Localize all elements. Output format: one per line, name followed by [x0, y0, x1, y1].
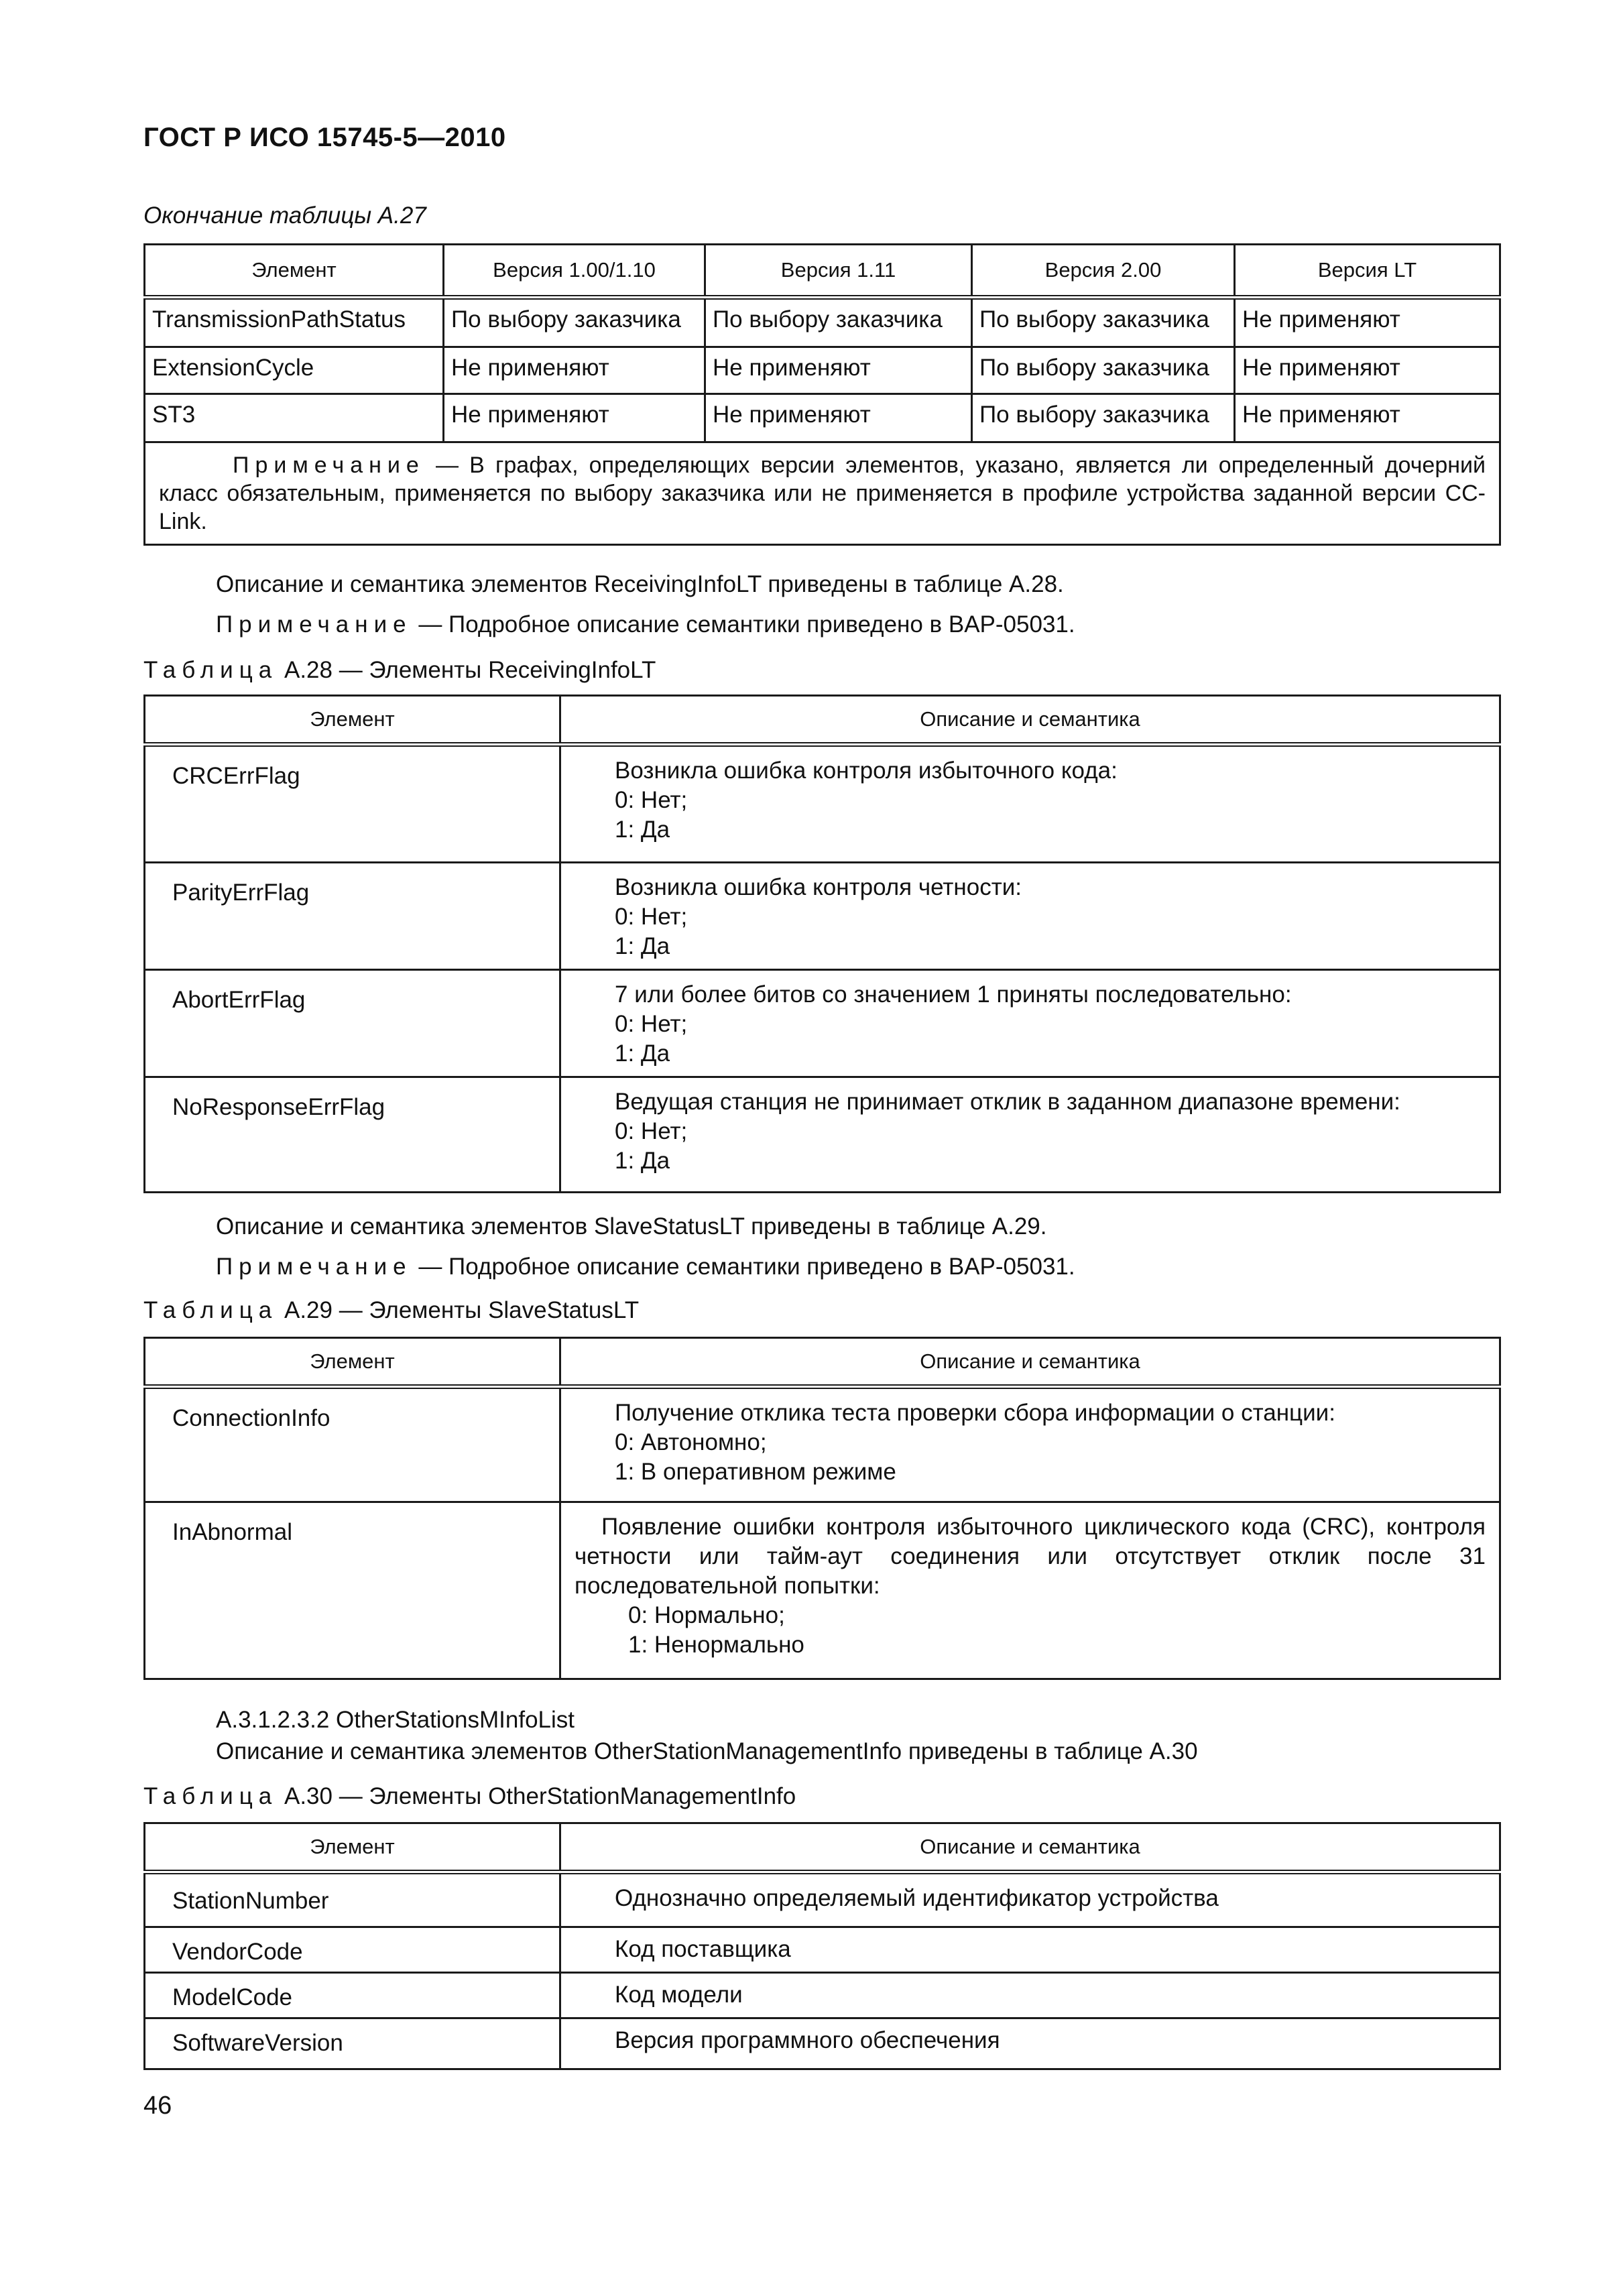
- note-label: Примечание: [233, 452, 425, 478]
- table-a29-caption: [143, 1297, 639, 1324]
- table-row: [145, 863, 1500, 970]
- caption-label: Таблица: [143, 1783, 278, 1809]
- table-cell: По выбору заказчика: [972, 298, 1235, 347]
- table-row: [145, 1502, 1500, 1679]
- table-row: [145, 1387, 1500, 1502]
- element-description: [560, 970, 1500, 1077]
- table-header-row: [145, 1823, 1500, 1872]
- table-cell: Не применяют: [705, 394, 972, 442]
- table-header-row: [145, 696, 1500, 745]
- column-header: Элемент: [145, 696, 560, 745]
- description-line: 1: Ненормально: [628, 1632, 804, 1658]
- document-header: ГОСТ Р ИСО 15745-5—2010: [143, 123, 506, 152]
- caption-label: Таблица: [143, 657, 278, 683]
- description-line: Возникла ошибка контроля четности:: [615, 874, 1022, 900]
- table-a27-caption: Окончание таблицы А.27: [143, 202, 426, 229]
- element-name: NoResponseErrFlag: [145, 1077, 560, 1193]
- description-line: 1: Да: [615, 1148, 670, 1174]
- table-a28: [143, 694, 1501, 1193]
- description-line: Версия программного обеспечения: [615, 2027, 1000, 2053]
- element-description: [560, 745, 1500, 863]
- table-cell: TransmissionPathStatus: [145, 298, 444, 347]
- table-a28-caption: [143, 657, 656, 684]
- description-text: Появление ошибки контроля избыточного циклического кода (CRC), контроля четности или тайм-аут соединения или отсутствует отклик после 31 последовательной попытки:: [575, 1514, 1486, 1599]
- element-name: ParityErrFlag: [145, 863, 560, 970]
- description-line: 7 или более битов со значением 1 приняты последовательно:: [615, 981, 1292, 1008]
- note-paragraph: [216, 1254, 1075, 1280]
- description-line: 0: Нет;: [615, 904, 688, 930]
- element-description: [560, 1872, 1500, 1927]
- column-header: Описание и семантика: [560, 1823, 1500, 1872]
- description-line: Возникла ошибка контроля избыточного кода:: [615, 758, 1118, 784]
- table-cell: По выбору заказчика: [972, 394, 1235, 442]
- element-description: [560, 1502, 1500, 1679]
- table-cell: По выбору заказчика: [705, 298, 972, 347]
- caption-label: Таблица: [143, 1297, 278, 1323]
- table-row: [145, 1927, 1500, 1973]
- table-cell: Не применяют: [444, 394, 705, 442]
- table-cell: Не применяют: [1235, 298, 1500, 347]
- description-line: 0: Нет;: [615, 1118, 688, 1144]
- note-paragraph: [216, 611, 1075, 638]
- column-header: Элемент: [145, 1823, 560, 1872]
- table-row: [145, 1077, 1500, 1193]
- caption-text: А.29 — Элементы SlaveStatusLT: [284, 1297, 640, 1323]
- description-line: Код поставщика: [615, 1936, 791, 1962]
- element-name: VendorCode: [145, 1927, 560, 1973]
- description-line: 0: Нет;: [615, 1011, 688, 1037]
- table-header-row: [145, 245, 1500, 298]
- page-number: 46: [143, 2092, 172, 2120]
- description-line: Ведущая станция не принимает отклик в заданном диапазоне времени:: [615, 1089, 1400, 1115]
- description-line: 1: В оперативном режиме: [615, 1459, 896, 1485]
- note-label: Примечание: [216, 1254, 412, 1280]
- table-row: [145, 347, 1500, 394]
- table-row: [145, 394, 1500, 442]
- table-cell: Не применяют: [705, 347, 972, 394]
- table-row: [145, 970, 1500, 1077]
- table-row: [145, 745, 1500, 863]
- description-line: 0: Автономно;: [615, 1429, 767, 1455]
- element-name: AbortErrFlag: [145, 970, 560, 1077]
- table-a27: [143, 243, 1501, 546]
- element-description: [560, 1077, 1500, 1193]
- column-header: Описание и семантика: [560, 1338, 1500, 1387]
- caption-text: А.28 — Элементы ReceivingInfoLT: [284, 657, 656, 683]
- paragraph: Описание и семантика элементов ReceivingInfoLT приведены в таблице А.28.: [216, 571, 1064, 597]
- table-a30: [143, 1822, 1501, 2070]
- element-description: [560, 1973, 1500, 2018]
- column-header: Версия LT: [1235, 245, 1500, 298]
- caption-text: А.30 — Элементы OtherStationManagementInfo: [284, 1783, 796, 1809]
- note-text: — В графах, определяющих версии элементов, указано, является ли определенный дочерний класс обязательным, применяется по выбору заказчика или не применяется в профиле устройства заданной версии CC-Link.: [159, 452, 1486, 534]
- column-header: Версия 1.00/1.10: [444, 245, 705, 298]
- table-note-row: [145, 442, 1500, 545]
- element-name: SoftwareVersion: [145, 2018, 560, 2069]
- description-line: 1: Да: [615, 933, 670, 959]
- table-cell: ST3: [145, 394, 444, 442]
- element-name: ConnectionInfo: [145, 1387, 560, 1502]
- element-description: [560, 863, 1500, 970]
- column-header: Описание и семантика: [560, 696, 1500, 745]
- table-cell: Не применяют: [1235, 347, 1500, 394]
- paragraph: Описание и семантика элементов OtherStationManagementInfo приведены в таблице А.30: [216, 1738, 1198, 1764]
- table-cell: По выбору заказчика: [444, 298, 705, 347]
- column-header: Элемент: [145, 1338, 560, 1387]
- table-row: [145, 2018, 1500, 2069]
- table-row: [145, 1973, 1500, 2018]
- description-line: 0: Нет;: [615, 787, 688, 813]
- table-note: [145, 442, 1500, 545]
- element-name: ModelCode: [145, 1973, 560, 2018]
- note-text: — Подробное описание семантики приведено в BAP-05031.: [418, 1254, 1075, 1280]
- note-label: Примечание: [216, 611, 412, 638]
- table-row: [145, 1872, 1500, 1927]
- description-line: Получение отклика теста проверки сбора информации о станции:: [615, 1400, 1335, 1426]
- description-line: 1: Да: [615, 1040, 670, 1067]
- table-a30-caption: [143, 1783, 796, 1810]
- note-text: — Подробное описание семантики приведено в BAP-05031.: [418, 611, 1075, 638]
- element-description: [560, 1927, 1500, 1973]
- table-cell: По выбору заказчика: [972, 347, 1235, 394]
- table-header-row: [145, 1338, 1500, 1387]
- paragraph: Описание и семантика элементов SlaveStatusLT приведены в таблице А.29.: [216, 1213, 1047, 1240]
- table-a29: [143, 1337, 1501, 1680]
- table-cell: Не применяют: [1235, 394, 1500, 442]
- table-cell: Не применяют: [444, 347, 705, 394]
- element-name: InAbnormal: [145, 1502, 560, 1679]
- element-description: [560, 2018, 1500, 2069]
- column-header: Версия 2.00: [972, 245, 1235, 298]
- section-heading: А.3.1.2.3.2 OtherStationsMInfoList: [216, 1707, 575, 1733]
- element-name: CRCErrFlag: [145, 745, 560, 863]
- table-cell: ExtensionCycle: [145, 347, 444, 394]
- description-line: Код модели: [615, 1982, 743, 2008]
- element-description: [560, 1387, 1500, 1502]
- element-name: StationNumber: [145, 1872, 560, 1927]
- description-line: Однозначно определяемый идентификатор устройства: [615, 1885, 1219, 1911]
- table-row: [145, 298, 1500, 347]
- description-line: 1: Да: [615, 817, 670, 843]
- description-line: 0: Нормально;: [628, 1602, 785, 1628]
- column-header: Элемент: [145, 245, 444, 298]
- column-header: Версия 1.11: [705, 245, 972, 298]
